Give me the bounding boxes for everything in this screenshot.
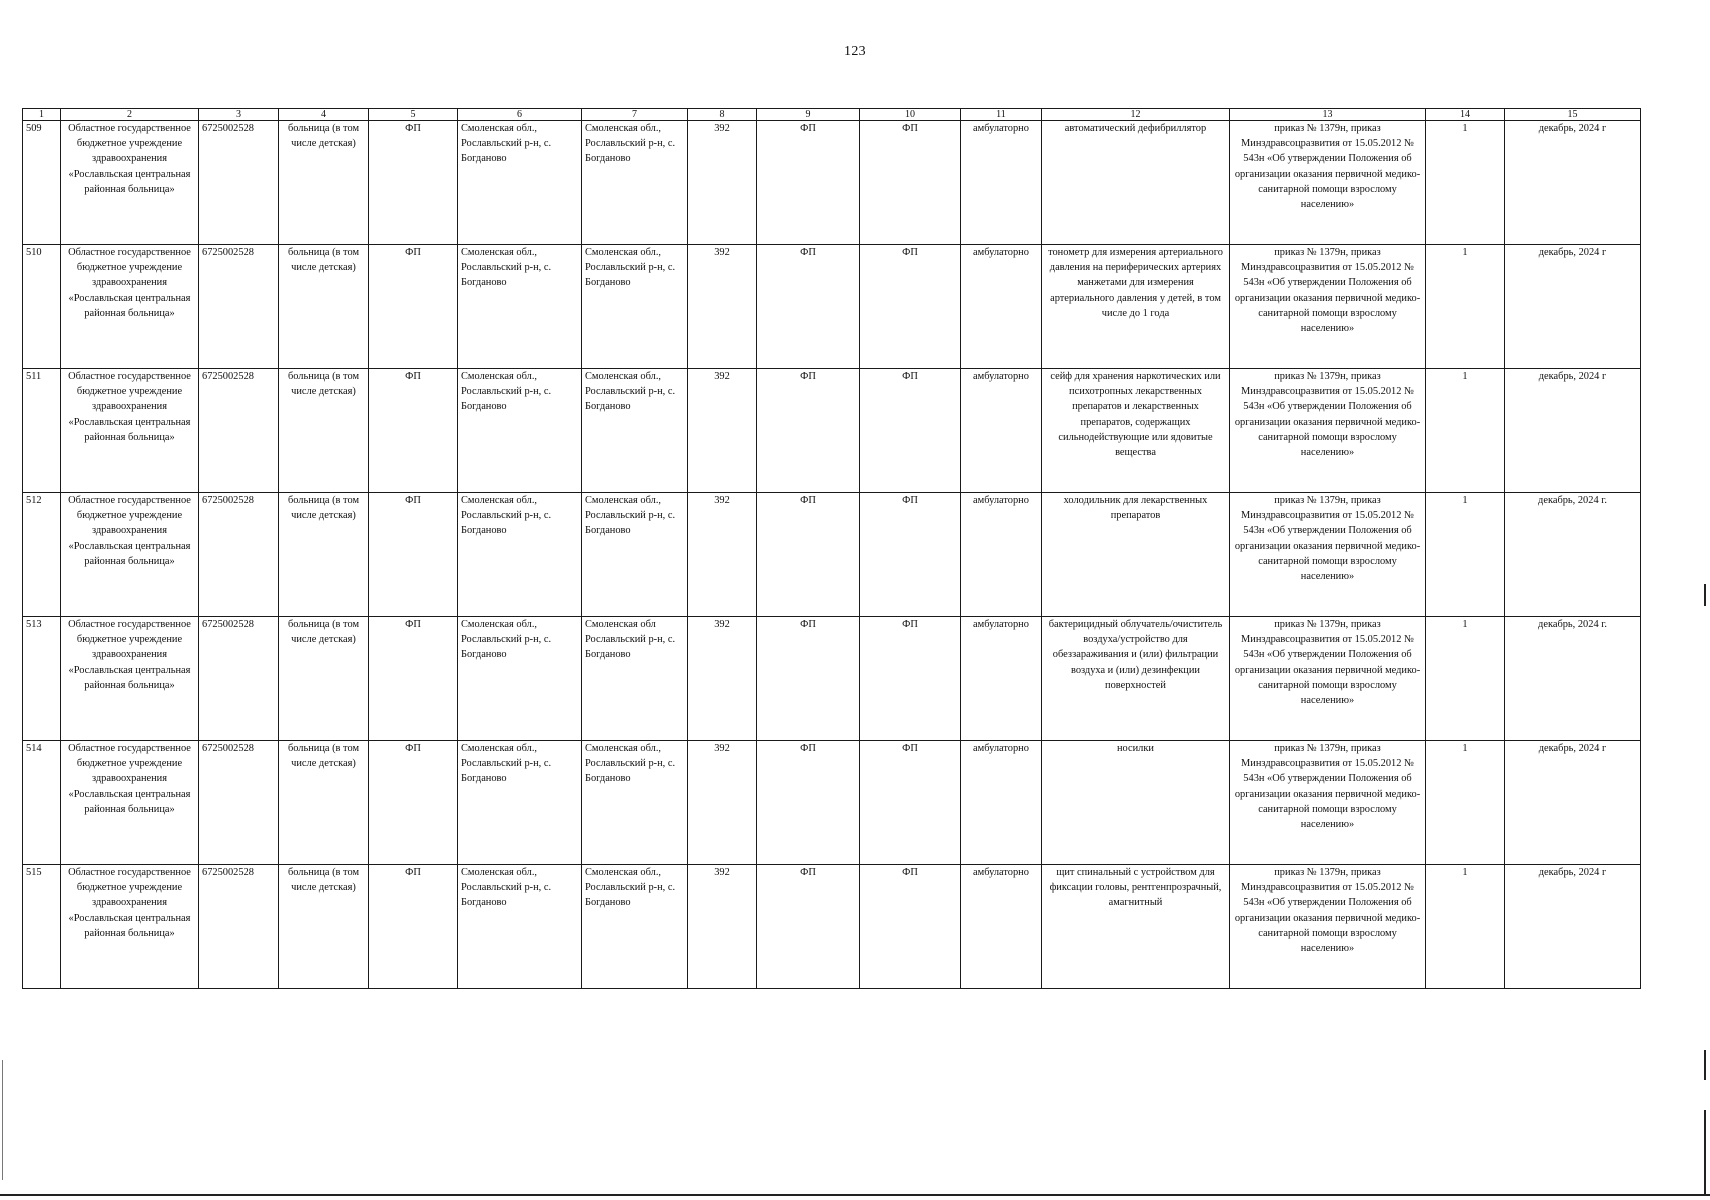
- address: Смоленская обл., Рославльский р-н, с. Богданово: [458, 493, 582, 617]
- institution-name: Областное государственное бюджетное учреждение здравоохранения «Рославльская центральная районная больница»: [61, 617, 199, 741]
- row-number: 513: [23, 617, 61, 741]
- code: 392: [688, 865, 757, 989]
- table-row: [23, 369, 1641, 493]
- unit-col9: ФП: [757, 493, 860, 617]
- unit-type: ФП: [369, 369, 458, 493]
- unit-col9: ФП: [757, 617, 860, 741]
- regulatory-order: приказ № 1379н, приказ Минздравсоцразвития от 15.05.2012 № 543н «Об утверждении Положения об организации оказания первичной медико-санитарной помощи взрослому населению»: [1230, 245, 1426, 369]
- address-location: Смоленская обл Рославльский р-н, с. Богданово: [582, 617, 688, 741]
- table-row: [23, 245, 1641, 369]
- quantity: 1: [1426, 121, 1505, 245]
- unit-col10: ФП: [860, 741, 961, 865]
- unit-col10: ФП: [860, 865, 961, 989]
- scan-edge-mark: [1704, 584, 1706, 606]
- column-number: 3: [199, 109, 279, 121]
- row-number: 510: [23, 245, 61, 369]
- institution-name: Областное государственное бюджетное учреждение здравоохранения «Рославльская центральная районная больница»: [61, 121, 199, 245]
- code: 392: [688, 493, 757, 617]
- column-number: 9: [757, 109, 860, 121]
- regulatory-order: приказ № 1379н, приказ Минздравсоцразвития от 15.05.2012 № 543н «Об утверждении Положения об организации оказания первичной медико-санитарной помощи взрослому населению»: [1230, 741, 1426, 865]
- institution-name: Областное государственное бюджетное учреждение здравоохранения «Рославльская центральная районная больница»: [61, 741, 199, 865]
- equipment-registry-table: [22, 108, 1641, 989]
- inn: 6725002528: [199, 741, 279, 865]
- column-number: 15: [1505, 109, 1641, 121]
- delivery-date: декабрь, 2024 г.: [1505, 493, 1641, 617]
- column-number: 1: [23, 109, 61, 121]
- equipment-name: носилки: [1042, 741, 1230, 865]
- column-number: 6: [458, 109, 582, 121]
- unit-type: ФП: [369, 865, 458, 989]
- row-number: 511: [23, 369, 61, 493]
- table-row: [23, 865, 1641, 989]
- quantity: 1: [1426, 245, 1505, 369]
- unit-col10: ФП: [860, 245, 961, 369]
- column-number: 10: [860, 109, 961, 121]
- equipment-name: тонометр для измерения артериального давления на периферических артериях манжетами для измерения артериального давления у детей, в том числе до 1 года: [1042, 245, 1230, 369]
- institution-name: Областное государственное бюджетное учреждение здравоохранения «Рославльская центральная районная больница»: [61, 369, 199, 493]
- address-location: Смоленская обл., Рославльский р-н, с. Богданово: [582, 493, 688, 617]
- equipment-name: сейф для хранения наркотических или психотропных лекарственных препаратов и лекарственных препаратов, содержащих сильнодействующие или ядовитые вещества: [1042, 369, 1230, 493]
- facility-type: больница (в том числе детская): [279, 245, 369, 369]
- regulatory-order: приказ № 1379н, приказ Минздравсоцразвития от 15.05.2012 № 543н «Об утверждении Положения об организации оказания первичной медико-санитарной помощи взрослому населению»: [1230, 121, 1426, 245]
- column-number: 14: [1426, 109, 1505, 121]
- column-number-row: [23, 109, 1641, 121]
- inn: 6725002528: [199, 245, 279, 369]
- unit-col10: ФП: [860, 121, 961, 245]
- address: Смоленская обл., Рославльский р-н, с. Богданово: [458, 245, 582, 369]
- care-condition: амбулаторно: [961, 493, 1042, 617]
- facility-type: больница (в том числе детская): [279, 865, 369, 989]
- unit-col9: ФП: [757, 245, 860, 369]
- column-number: 2: [61, 109, 199, 121]
- equipment-name: щит спинальный с устройством для фиксации головы, рентгенпрозрачный, амагнитный: [1042, 865, 1230, 989]
- table-row: [23, 617, 1641, 741]
- unit-type: ФП: [369, 617, 458, 741]
- institution-name: Областное государственное бюджетное учреждение здравоохранения «Рославльская центральная районная больница»: [61, 245, 199, 369]
- quantity: 1: [1426, 617, 1505, 741]
- unit-col10: ФП: [860, 369, 961, 493]
- care-condition: амбулаторно: [961, 369, 1042, 493]
- row-number: 509: [23, 121, 61, 245]
- institution-name: Областное государственное бюджетное учреждение здравоохранения «Рославльская центральная районная больница»: [61, 493, 199, 617]
- unit-col10: ФП: [860, 493, 961, 617]
- unit-col9: ФП: [757, 741, 860, 865]
- column-number: 7: [582, 109, 688, 121]
- facility-type: больница (в том числе детская): [279, 493, 369, 617]
- delivery-date: декабрь, 2024 г: [1505, 245, 1641, 369]
- delivery-date: декабрь, 2024 г: [1505, 741, 1641, 865]
- care-condition: амбулаторно: [961, 617, 1042, 741]
- column-number: 4: [279, 109, 369, 121]
- code: 392: [688, 121, 757, 245]
- regulatory-order: приказ № 1379н, приказ Минздравсоцразвития от 15.05.2012 № 543н «Об утверждении Положения об организации оказания первичной медико-санитарной помощи взрослому населению»: [1230, 369, 1426, 493]
- unit-col9: ФП: [757, 121, 860, 245]
- row-number: 515: [23, 865, 61, 989]
- unit-col9: ФП: [757, 865, 860, 989]
- institution-name: Областное государственное бюджетное учреждение здравоохранения «Рославльская центральная районная больница»: [61, 865, 199, 989]
- care-condition: амбулаторно: [961, 865, 1042, 989]
- inn: 6725002528: [199, 369, 279, 493]
- unit-type: ФП: [369, 245, 458, 369]
- inn: 6725002528: [199, 865, 279, 989]
- inn: 6725002528: [199, 493, 279, 617]
- unit-type: ФП: [369, 121, 458, 245]
- column-number: 11: [961, 109, 1042, 121]
- address: Смоленская обл., Рославльский р-н, с. Богданово: [458, 865, 582, 989]
- address-location: Смоленская обл., Рославльский р-н, с. Богданово: [582, 741, 688, 865]
- quantity: 1: [1426, 369, 1505, 493]
- equipment-name: бактерицидный облучатель/очиститель воздуха/устройство для обеззараживания и (или) фильтрации воздуха и (или) дезинфекции поверхностей: [1042, 617, 1230, 741]
- unit-col10: ФП: [860, 617, 961, 741]
- address: Смоленская обл., Рославльский р-н, с. Богданово: [458, 741, 582, 865]
- scan-edge-mark: [2, 1060, 3, 1180]
- address-location: Смоленская обл., Рославльский р-н, с. Богданово: [582, 121, 688, 245]
- table-row: [23, 493, 1641, 617]
- column-number: 5: [369, 109, 458, 121]
- code: 392: [688, 245, 757, 369]
- equipment-name: холодильник для лекарственных препаратов: [1042, 493, 1230, 617]
- facility-type: больница (в том числе детская): [279, 741, 369, 865]
- address-location: Смоленская обл., Рославльский р-н, с. Богданово: [582, 865, 688, 989]
- equipment-name: автоматический дефибриллятор: [1042, 121, 1230, 245]
- unit-type: ФП: [369, 493, 458, 617]
- care-condition: амбулаторно: [961, 245, 1042, 369]
- quantity: 1: [1426, 865, 1505, 989]
- scan-edge-mark: [1704, 1050, 1706, 1080]
- delivery-date: декабрь, 2024 г: [1505, 121, 1641, 245]
- facility-type: больница (в том числе детская): [279, 121, 369, 245]
- quantity: 1: [1426, 741, 1505, 865]
- column-number: 12: [1042, 109, 1230, 121]
- regulatory-order: приказ № 1379н, приказ Минздравсоцразвития от 15.05.2012 № 543н «Об утверждении Положения об организации оказания первичной медико-санитарной помощи взрослому населению»: [1230, 617, 1426, 741]
- unit-col9: ФП: [757, 369, 860, 493]
- table-row: [23, 741, 1641, 865]
- address: Смоленская обл., Рославльский р-н, с. Богданово: [458, 617, 582, 741]
- code: 392: [688, 741, 757, 865]
- table-row: [23, 121, 1641, 245]
- address-location: Смоленская обл., Рославльский р-н, с. Богданово: [582, 245, 688, 369]
- row-number: 514: [23, 741, 61, 865]
- quantity: 1: [1426, 493, 1505, 617]
- scan-bottom-edge: [0, 1194, 1710, 1196]
- regulatory-order: приказ № 1379н, приказ Минздравсоцразвития от 15.05.2012 № 543н «Об утверждении Положения об организации оказания первичной медико-санитарной помощи взрослому населению»: [1230, 493, 1426, 617]
- delivery-date: декабрь, 2024 г: [1505, 369, 1641, 493]
- address: Смоленская обл., Рославльский р-н, с. Богданово: [458, 369, 582, 493]
- address-location: Смоленская обл., Рославльский р-н, с. Богданово: [582, 369, 688, 493]
- regulatory-order: приказ № 1379н, приказ Минздравсоцразвития от 15.05.2012 № 543н «Об утверждении Положения об организации оказания первичной медико-санитарной помощи взрослому населению»: [1230, 865, 1426, 989]
- code: 392: [688, 617, 757, 741]
- delivery-date: декабрь, 2024 г.: [1505, 617, 1641, 741]
- facility-type: больница (в том числе детская): [279, 369, 369, 493]
- inn: 6725002528: [199, 617, 279, 741]
- care-condition: амбулаторно: [961, 741, 1042, 865]
- care-condition: амбулаторно: [961, 121, 1042, 245]
- address: Смоленская обл., Рославльский р-н, с. Богданово: [458, 121, 582, 245]
- delivery-date: декабрь, 2024 г: [1505, 865, 1641, 989]
- row-number: 512: [23, 493, 61, 617]
- column-number: 8: [688, 109, 757, 121]
- column-number: 13: [1230, 109, 1426, 121]
- facility-type: больница (в том числе детская): [279, 617, 369, 741]
- unit-type: ФП: [369, 741, 458, 865]
- inn: 6725002528: [199, 121, 279, 245]
- code: 392: [688, 369, 757, 493]
- page-number: 123: [844, 44, 866, 59]
- scan-edge-mark: [1704, 1110, 1706, 1194]
